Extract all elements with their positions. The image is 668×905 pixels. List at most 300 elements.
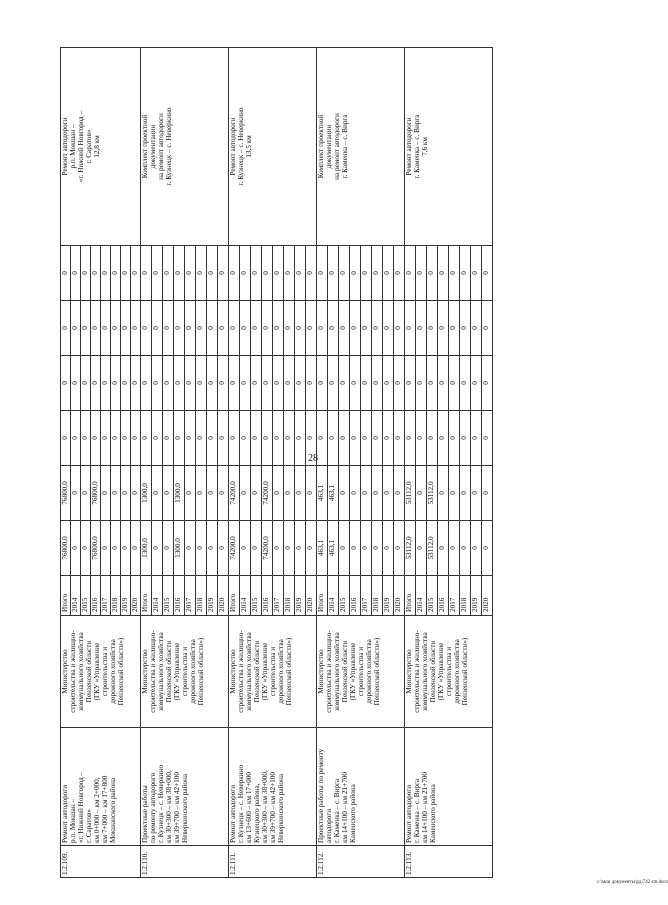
value-cell: 0 <box>81 356 91 411</box>
value-cell: 0 <box>91 301 101 356</box>
value-cell: 0 <box>101 301 111 356</box>
row-number: 1.2.111. <box>229 846 317 878</box>
value-cell: 0 <box>240 246 251 301</box>
value-cell: 0 <box>81 411 91 466</box>
year-cell: 2015 <box>427 576 438 616</box>
value-cell: 0 <box>482 356 493 411</box>
value-cell: 0 <box>101 356 111 411</box>
value-cell: 0 <box>438 466 449 521</box>
value-cell: 0 <box>295 411 306 466</box>
value-cell: 0 <box>240 301 251 356</box>
value-cell: 1300,0 <box>141 521 152 576</box>
value-cell: 0 <box>61 301 71 356</box>
value-cell: 0 <box>284 356 295 411</box>
rotated-page-content <box>60 48 595 878</box>
value-cell: 0 <box>101 466 111 521</box>
value-cell: 74200,0 <box>229 521 240 576</box>
value-cell: 0 <box>174 356 185 411</box>
measure-name: Проектные работы по ремонту автодороги г. Каменка – с. Вирга км 14+100 – км 21+700 Каменского района <box>317 728 405 846</box>
value-cell: 0 <box>101 246 111 301</box>
value-cell: 74200,0 <box>262 521 273 576</box>
executor-name: Министерство строительства и жилищно- коммунального хозяйства Пензенской области (ГКУ «Управление строительства и дорожного хозяйства Пензенской области») <box>141 616 229 728</box>
year-cell: 2019 <box>383 576 394 616</box>
year-cell: 2020 <box>218 576 229 616</box>
value-cell: 0 <box>240 466 251 521</box>
value-cell: 0 <box>141 411 152 466</box>
value-cell: 1300,0 <box>174 521 185 576</box>
value-cell: 0 <box>405 356 416 411</box>
value-cell: 0 <box>121 356 131 411</box>
value-cell: 0 <box>449 356 460 411</box>
value-cell: 0 <box>394 356 405 411</box>
value-cell: 0 <box>295 301 306 356</box>
value-cell: 0 <box>91 411 101 466</box>
year-cell: 2014 <box>240 576 251 616</box>
year-cell: 2016 <box>91 576 101 616</box>
value-cell: 0 <box>328 356 339 411</box>
expected-result: Комплект проектной документации на ремонт автодороги г. Каменка – с. Вирга <box>317 48 405 246</box>
table-row <box>405 48 416 878</box>
value-cell: 0 <box>460 356 471 411</box>
table-row <box>61 48 71 878</box>
value-cell: 0 <box>427 411 438 466</box>
value-cell: 0 <box>185 521 196 576</box>
expected-result: Ремонт автодороги г. Каменка – с. Вирга 7,6 км <box>405 48 493 246</box>
value-cell: 0 <box>196 356 207 411</box>
value-cell: 0 <box>449 521 460 576</box>
value-cell: 0 <box>174 411 185 466</box>
value-cell: 0 <box>163 411 174 466</box>
value-cell: 0 <box>81 301 91 356</box>
value-cell: 0 <box>438 356 449 411</box>
value-cell: 0 <box>111 301 121 356</box>
value-cell: 0 <box>427 301 438 356</box>
value-cell: 0 <box>71 411 81 466</box>
value-cell: 0 <box>394 411 405 466</box>
table-row <box>229 48 240 878</box>
value-cell: 0 <box>185 411 196 466</box>
year-cell: 2019 <box>471 576 482 616</box>
row-number: 1.2.110. <box>141 846 229 878</box>
year-cell: 2020 <box>482 576 493 616</box>
value-cell: 0 <box>471 301 482 356</box>
value-cell: 0 <box>383 466 394 521</box>
value-cell: 0 <box>141 246 152 301</box>
value-cell: 0 <box>185 246 196 301</box>
value-cell: 0 <box>416 246 427 301</box>
value-cell: 0 <box>262 301 273 356</box>
year-cell: 2014 <box>328 576 339 616</box>
value-cell: 0 <box>121 466 131 521</box>
value-cell: 0 <box>471 246 482 301</box>
value-cell: 0 <box>91 356 101 411</box>
value-cell: 0 <box>317 301 328 356</box>
value-cell: 0 <box>306 521 317 576</box>
value-cell: 0 <box>471 521 482 576</box>
value-cell: 0 <box>438 246 449 301</box>
executor-name: Министерство строительства и жилищно- коммунального хозяйства Пензенской области (ГКУ «Управление строительства и дорожного хозяйства Пензенской области») <box>317 616 405 728</box>
value-cell: 0 <box>101 521 111 576</box>
value-cell: 0 <box>121 411 131 466</box>
value-cell: 463,1 <box>328 466 339 521</box>
value-cell: 0 <box>71 466 81 521</box>
value-cell: 0 <box>460 411 471 466</box>
value-cell: 0 <box>141 301 152 356</box>
year-cell: 2019 <box>295 576 306 616</box>
value-cell: 0 <box>163 356 174 411</box>
value-cell: 0 <box>394 521 405 576</box>
year-cell: 2015 <box>251 576 262 616</box>
value-cell: 0 <box>229 301 240 356</box>
value-cell: 0 <box>218 466 229 521</box>
footer-file-path: c:\мои документы\рд\742-пп.docx <box>597 880 668 885</box>
value-cell: 0 <box>328 246 339 301</box>
value-cell: 0 <box>71 356 81 411</box>
value-cell: 0 <box>339 411 350 466</box>
value-cell: 0 <box>131 246 141 301</box>
value-cell: 0 <box>81 246 91 301</box>
value-cell: 0 <box>163 521 174 576</box>
value-cell: 0 <box>438 521 449 576</box>
value-cell: 0 <box>152 356 163 411</box>
year-cell: 2015 <box>339 576 350 616</box>
value-cell: 0 <box>449 246 460 301</box>
executor-name: Министерство строительства и жилищно- коммунального хозяйства Пензенской области (ГКУ «Управление строительства и дорожного хозяйства Пензенской области») <box>405 616 493 728</box>
value-cell: 0 <box>460 246 471 301</box>
value-cell: 0 <box>273 246 284 301</box>
value-cell: 0 <box>196 411 207 466</box>
value-cell: 0 <box>229 356 240 411</box>
value-cell: 0 <box>306 356 317 411</box>
value-cell: 0 <box>251 356 262 411</box>
year-cell: 2020 <box>131 576 141 616</box>
value-cell: 0 <box>152 301 163 356</box>
value-cell: 0 <box>361 356 372 411</box>
value-cell: 0 <box>185 356 196 411</box>
value-cell: 0 <box>405 246 416 301</box>
value-cell: 0 <box>361 521 372 576</box>
value-cell: 0 <box>273 411 284 466</box>
value-cell: 0 <box>111 521 121 576</box>
value-cell: 0 <box>207 466 218 521</box>
value-cell: 0 <box>416 466 427 521</box>
value-cell: 0 <box>131 301 141 356</box>
value-cell: 0 <box>218 521 229 576</box>
value-cell: 0 <box>163 246 174 301</box>
value-cell: 0 <box>251 411 262 466</box>
year-cell: 2017 <box>361 576 372 616</box>
value-cell: 0 <box>427 246 438 301</box>
value-cell: 0 <box>196 246 207 301</box>
value-cell: 0 <box>273 521 284 576</box>
value-cell: 0 <box>71 301 81 356</box>
value-cell: 0 <box>339 356 350 411</box>
value-cell: 0 <box>81 466 91 521</box>
executor-name: Министерство строительства и жилищно- коммунального хозяйства Пензенской области (ГКУ «Управление строительства и дорожного хозяйства Пензенской области») <box>229 616 317 728</box>
value-cell: 0 <box>339 466 350 521</box>
value-cell: 0 <box>229 411 240 466</box>
value-cell: 0 <box>306 466 317 521</box>
value-cell: 0 <box>372 356 383 411</box>
value-cell: 0 <box>81 521 91 576</box>
year-cell: Итого <box>141 576 152 616</box>
value-cell: 0 <box>91 246 101 301</box>
value-cell: 0 <box>339 301 350 356</box>
row-number: 1.2.113. <box>405 846 493 878</box>
value-cell: 74200,0 <box>262 466 273 521</box>
value-cell: 0 <box>306 301 317 356</box>
value-cell: 0 <box>416 411 427 466</box>
year-cell: Итого <box>405 576 416 616</box>
value-cell: 0 <box>482 466 493 521</box>
value-cell: 0 <box>361 466 372 521</box>
value-cell: 463,1 <box>317 466 328 521</box>
value-cell: 0 <box>284 466 295 521</box>
value-cell: 0 <box>361 246 372 301</box>
value-cell: 0 <box>295 246 306 301</box>
value-cell: 0 <box>471 411 482 466</box>
value-cell: 0 <box>361 411 372 466</box>
value-cell: 0 <box>482 301 493 356</box>
value-cell: 0 <box>240 411 251 466</box>
year-cell: 2014 <box>416 576 427 616</box>
value-cell: 0 <box>218 356 229 411</box>
year-cell: 2019 <box>207 576 218 616</box>
value-cell: 1300,0 <box>174 466 185 521</box>
value-cell: 0 <box>383 356 394 411</box>
value-cell: 0 <box>350 356 361 411</box>
value-cell: 0 <box>131 521 141 576</box>
value-cell: 0 <box>240 356 251 411</box>
value-cell: 0 <box>471 356 482 411</box>
year-cell: 2018 <box>111 576 121 616</box>
year-cell: Итого <box>229 576 240 616</box>
value-cell: 0 <box>295 521 306 576</box>
value-cell: 76800,0 <box>61 466 71 521</box>
value-cell: 0 <box>152 521 163 576</box>
year-cell: 2018 <box>284 576 295 616</box>
year-cell: 2017 <box>101 576 111 616</box>
value-cell: 76800,0 <box>91 466 101 521</box>
value-cell: 0 <box>185 466 196 521</box>
value-cell: 0 <box>207 521 218 576</box>
measure-name: Ремонт автодороги р.п. Мокшан – «г. Нижний Новгород – г. Саратов» км 0+000 – км 2+000, км 7+000 – км 17+800 Мокшанского района <box>61 728 141 846</box>
value-cell: 0 <box>174 301 185 356</box>
year-cell: 2016 <box>350 576 361 616</box>
expected-result: Комплект проектной документации на ремонт автодороги г. Кузнецк – с. Неверкино <box>141 48 229 246</box>
value-cell: 463,1 <box>328 521 339 576</box>
year-cell: Итого <box>61 576 71 616</box>
value-cell: 0 <box>152 466 163 521</box>
year-cell: 2017 <box>449 576 460 616</box>
year-cell: 2016 <box>438 576 449 616</box>
value-cell: 0 <box>218 246 229 301</box>
year-cell: 2020 <box>306 576 317 616</box>
value-cell: 0 <box>328 301 339 356</box>
value-cell: 0 <box>284 301 295 356</box>
year-cell: 2017 <box>185 576 196 616</box>
value-cell: 53112,0 <box>405 521 416 576</box>
value-cell: 0 <box>111 246 121 301</box>
value-cell: 0 <box>207 301 218 356</box>
value-cell: 0 <box>207 246 218 301</box>
value-cell: 0 <box>61 411 71 466</box>
value-cell: 0 <box>196 466 207 521</box>
value-cell: 0 <box>152 411 163 466</box>
value-cell: 0 <box>71 521 81 576</box>
value-cell: 0 <box>372 301 383 356</box>
value-cell: 0 <box>284 411 295 466</box>
year-cell: 2016 <box>262 576 273 616</box>
value-cell: 0 <box>438 301 449 356</box>
value-cell: 0 <box>416 521 427 576</box>
value-cell: 0 <box>350 466 361 521</box>
value-cell: 0 <box>383 301 394 356</box>
measure-name: Проектные работы по ремонту автодороги г. Кузнецк – с. Неверкино км 30+300 – км 38+000, км 39+700 – км 42+100 Неверкинского района <box>141 728 229 846</box>
value-cell: 0 <box>350 246 361 301</box>
value-cell: 0 <box>471 466 482 521</box>
value-cell: 0 <box>61 356 71 411</box>
value-cell: 0 <box>131 411 141 466</box>
value-cell: 0 <box>218 411 229 466</box>
year-cell: 2018 <box>372 576 383 616</box>
row-number: 1.2.112. <box>317 846 405 878</box>
value-cell: 0 <box>111 466 121 521</box>
value-cell: 1300,0 <box>141 466 152 521</box>
value-cell: 0 <box>372 466 383 521</box>
value-cell: 463,1 <box>317 521 328 576</box>
value-cell: 0 <box>339 246 350 301</box>
table-row <box>317 48 328 878</box>
value-cell: 0 <box>262 246 273 301</box>
executor-name: Министерство строительства и жилищно- коммунального хозяйства Пензенской области (ГКУ «Управление строительства и дорожного хозяйства Пензенской области») <box>61 616 141 728</box>
value-cell: 0 <box>438 411 449 466</box>
value-cell: 0 <box>273 301 284 356</box>
value-cell: 0 <box>163 301 174 356</box>
value-cell: 0 <box>251 466 262 521</box>
value-cell: 0 <box>131 466 141 521</box>
value-cell: 0 <box>405 411 416 466</box>
value-cell: 0 <box>361 301 372 356</box>
value-cell: 0 <box>350 411 361 466</box>
value-cell: 0 <box>152 246 163 301</box>
value-cell: 0 <box>350 521 361 576</box>
value-cell: 0 <box>449 411 460 466</box>
value-cell: 0 <box>284 521 295 576</box>
year-cell: 2015 <box>81 576 91 616</box>
value-cell: 0 <box>372 411 383 466</box>
value-cell: 0 <box>460 521 471 576</box>
year-cell: 2018 <box>460 576 471 616</box>
value-cell: 0 <box>61 246 71 301</box>
value-cell: 0 <box>306 246 317 301</box>
value-cell: 0 <box>416 356 427 411</box>
value-cell: 0 <box>372 246 383 301</box>
value-cell: 0 <box>427 356 438 411</box>
value-cell: 0 <box>394 301 405 356</box>
year-cell: 2016 <box>174 576 185 616</box>
value-cell: 0 <box>383 411 394 466</box>
value-cell: 0 <box>101 411 111 466</box>
value-cell: 0 <box>405 301 416 356</box>
table-row <box>141 48 152 878</box>
value-cell: 0 <box>317 246 328 301</box>
year-cell: 2017 <box>273 576 284 616</box>
measure-name: Ремонт автодороги г. Кузнецк – с. Неверкино км 13+600 – км 17+000 Кузнецкого района, км 30+300 – км 38+000, км 39+700 – км 42+100 Неверкинского района <box>229 728 317 846</box>
value-cell: 0 <box>416 301 427 356</box>
value-cell: 0 <box>163 466 174 521</box>
value-cell: 0 <box>207 411 218 466</box>
value-cell: 0 <box>273 356 284 411</box>
value-cell: 0 <box>240 521 251 576</box>
value-cell: 0 <box>317 356 328 411</box>
value-cell: 0 <box>328 411 339 466</box>
value-cell: 0 <box>482 521 493 576</box>
value-cell: 0 <box>460 466 471 521</box>
value-cell: 0 <box>273 466 284 521</box>
value-cell: 0 <box>394 466 405 521</box>
value-cell: 0 <box>196 521 207 576</box>
value-cell: 0 <box>383 246 394 301</box>
value-cell: 0 <box>251 246 262 301</box>
value-cell: 74200,0 <box>229 466 240 521</box>
value-cell: 0 <box>350 301 361 356</box>
measure-name: Ремонт автодороги г. Каменка – с. Вирга км 14+100 – км 21+700 Каменского района <box>405 728 493 846</box>
value-cell: 0 <box>174 246 185 301</box>
row-number: 1.2.109. <box>61 846 141 878</box>
value-cell: 0 <box>121 246 131 301</box>
value-cell: 0 <box>339 521 350 576</box>
value-cell: 0 <box>131 356 141 411</box>
year-cell: 2020 <box>394 576 405 616</box>
value-cell: 0 <box>111 356 121 411</box>
value-cell: 0 <box>229 246 240 301</box>
value-cell: 0 <box>284 246 295 301</box>
value-cell: 0 <box>111 411 121 466</box>
value-cell: 76800,0 <box>61 521 71 576</box>
value-cell: 53112,0 <box>427 466 438 521</box>
expected-result: Ремонт автодороги р.п. Мокшан – «г. Нижний Новгород – г. Саратов» 12,8 км <box>61 48 141 246</box>
year-cell: 2014 <box>71 576 81 616</box>
value-cell: 0 <box>482 246 493 301</box>
value-cell: 0 <box>449 301 460 356</box>
value-cell: 76800,0 <box>91 521 101 576</box>
year-cell: 2019 <box>121 576 131 616</box>
value-cell: 0 <box>482 411 493 466</box>
page-number: 28 <box>308 453 318 464</box>
table-body <box>61 48 493 878</box>
value-cell: 0 <box>317 411 328 466</box>
year-cell: 2015 <box>163 576 174 616</box>
value-cell: 0 <box>262 411 273 466</box>
value-cell: 0 <box>295 466 306 521</box>
year-cell: 2014 <box>152 576 163 616</box>
value-cell: 0 <box>295 356 306 411</box>
value-cell: 0 <box>218 301 229 356</box>
value-cell: 0 <box>71 246 81 301</box>
year-cell: Итого <box>317 576 328 616</box>
value-cell: 0 <box>460 301 471 356</box>
value-cell: 53112,0 <box>405 466 416 521</box>
value-cell: 0 <box>372 521 383 576</box>
value-cell: 0 <box>251 521 262 576</box>
value-cell: 0 <box>185 301 196 356</box>
value-cell: 53112,0 <box>427 521 438 576</box>
year-cell: 2018 <box>196 576 207 616</box>
value-cell: 0 <box>306 411 317 466</box>
value-cell: 0 <box>394 246 405 301</box>
expected-result: Ремонт автодороги г. Кузнецк – с. Неверкино 13,5 км <box>229 48 317 246</box>
